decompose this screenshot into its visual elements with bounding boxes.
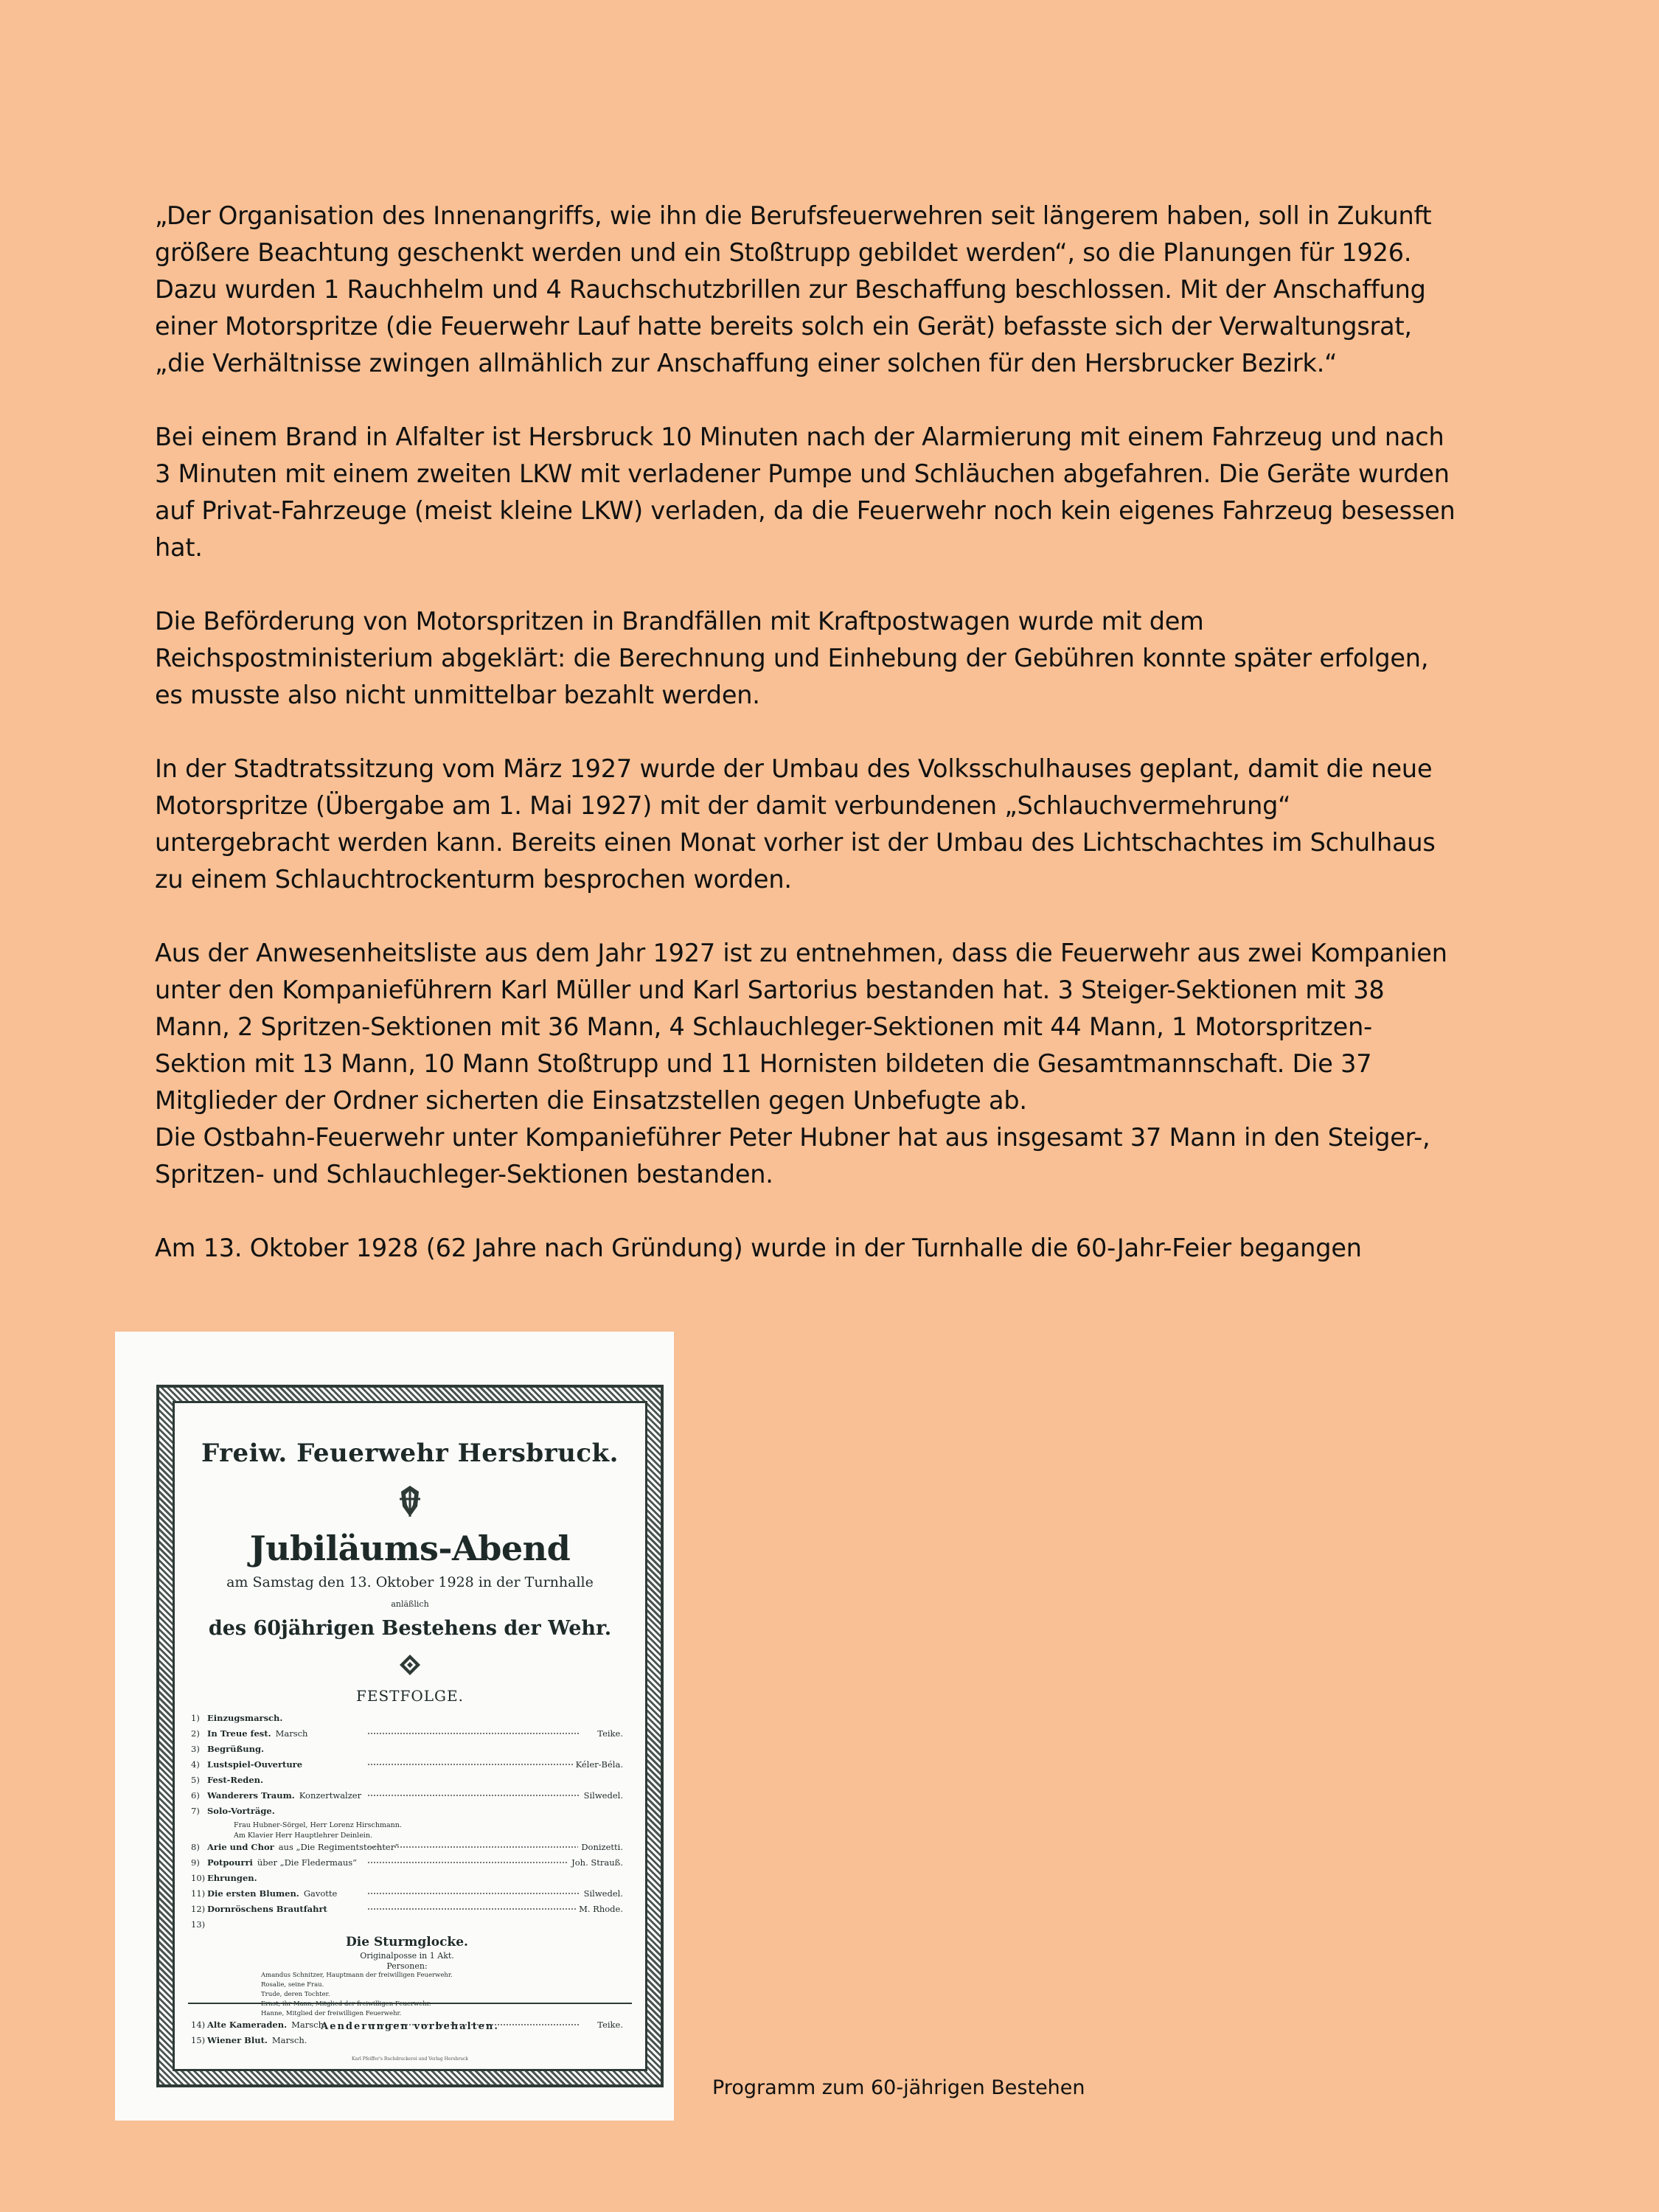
- leader-dots: [368, 1795, 579, 1796]
- fire-brigade-emblem-icon: [397, 1484, 423, 1520]
- leader-dots: [368, 1908, 579, 1910]
- text-line: auf Privat-Fahrzeuge (meist kleine LKW) verladen, da die Feuerwehr noch kein eigenes Fahrzeug besessen: [155, 496, 1455, 525]
- program-item-name: Arie und Chor: [207, 1842, 274, 1852]
- program-item-number: 3): [191, 1744, 200, 1754]
- program-item-number: 14): [191, 2020, 206, 2030]
- program-item-name: Ehrungen.: [207, 1873, 257, 1883]
- program-item-name: Begrüßung.: [207, 1744, 265, 1754]
- text-line: untergebracht werden kann. Bereits einen Monat vorher ist der Umbau des Lichtschachtes im Schulhaus: [155, 828, 1436, 857]
- program-item-name: Dornröschens Brautfahrt: [207, 1904, 327, 1914]
- program-item-number: 5): [191, 1775, 200, 1785]
- play-persons-heading: Personen:: [386, 1961, 428, 1971]
- program-item-name: Alte Kameraden.: [207, 2020, 288, 2030]
- text-line: „die Verhältnisse zwingen allmählich zur Anschaffung einer solchen für den Hersbrucker Bezirk.“: [155, 349, 1338, 378]
- flyer-program-heading: FESTFOLGE.: [355, 1687, 464, 1705]
- program-item-composer: Teike.: [594, 1728, 623, 1739]
- text-line: hat.: [155, 533, 203, 562]
- program-item: [191, 1842, 623, 1857]
- text-line: Motorspritze (Übergabe am 1. Mai 1927) mit der damit verbundenen „Schlauchvermehrung“: [155, 791, 1291, 820]
- text-line: Aus der Anwesenheitsliste aus dem Jahr 1927 ist zu entnehmen, dass die Feuerwehr aus zwei Kompanien: [155, 939, 1447, 967]
- text-line: 3 Minuten mit einem zweiten LKW mit verladener Pumpe und Schläuchen abgefahren. Die Geräte wurden: [155, 459, 1450, 488]
- program-item-composer: Silwedel.: [581, 1888, 623, 1899]
- flyer-small-line: anläßlich: [391, 1599, 429, 1609]
- program-item-name: Die ersten Blumen.: [207, 1888, 299, 1899]
- paragraph: [155, 198, 1504, 382]
- program-item: [191, 1744, 623, 1759]
- program-item-number: 7): [191, 1806, 200, 1816]
- program-item: [191, 1713, 623, 1728]
- text-line: Spritzen- und Schlauchleger-Sektionen bestanden.: [155, 1160, 773, 1189]
- text-line: Bei einem Brand in Alfalter ist Hersbruck 10 Minuten nach der Alarmierung mit einem Fahrzeug und nach: [155, 422, 1444, 451]
- program-item-number: 4): [191, 1759, 200, 1770]
- program-item-number: 12): [191, 1904, 206, 1914]
- program-item: [191, 1728, 623, 1744]
- program-item-detail: über „Die Fledermaus“: [257, 1857, 358, 1868]
- program-item-number: 1): [191, 1713, 200, 1723]
- paragraph: [155, 751, 1504, 898]
- flyer-date-line: am Samstag den 13. Oktober 1928 in der Turnhalle: [226, 1574, 594, 1590]
- play-cast-member: Trude, deren Tochter.: [261, 1991, 330, 1998]
- text-line: zu einem Schlauchtrockenturm besprochen worden.: [155, 865, 792, 894]
- flyer-divider: [188, 2003, 632, 2004]
- program-item: [191, 1806, 623, 1821]
- program-item: [191, 1790, 623, 1806]
- program-item-detail: Marsch.: [271, 2035, 307, 2045]
- program-item-name: Wiener Blut.: [207, 2035, 268, 2045]
- program-item-name: In Treue fest.: [207, 1728, 271, 1739]
- program-item: [191, 2035, 623, 2051]
- text-line: Die Ostbahn-Feuerwehr unter Kompanieführer Peter Hubner hat aus insgesamt 37 Mann in den Steiger-,: [155, 1123, 1430, 1152]
- text-line: Die Beförderung von Motorspritzen in Brandfällen mit Kraftpostwagen wurde mit dem: [155, 607, 1204, 636]
- paragraph: [155, 419, 1504, 566]
- program-item: [191, 1857, 623, 1873]
- play-title: Die Sturmglocke.: [346, 1935, 468, 1950]
- program-item-composer: Joh. Strauß.: [568, 1857, 623, 1868]
- program-item-detail: Marsch: [291, 2020, 324, 2030]
- text-line: „Der Organisation des Innenangriffs, wie ihn die Berufsfeuerwehren seit längerem haben, soll in Zukunft: [155, 201, 1432, 230]
- program-item-number: 6): [191, 1790, 200, 1801]
- program-item-name: Wanderers Traum.: [207, 1790, 295, 1801]
- diamond-ornament-icon: [399, 1654, 421, 1676]
- program-item: [191, 1873, 623, 1888]
- program-flyer-image: [115, 1332, 674, 2121]
- program-item-name: Einzugsmarsch.: [207, 1713, 283, 1723]
- paragraph: [155, 935, 1504, 1193]
- program-item: [191, 1888, 623, 1904]
- flyer-program-list: [191, 1713, 623, 2051]
- program-item: [191, 1759, 623, 1775]
- flyer-inner-panel: [173, 1401, 647, 2071]
- leader-dots: [368, 1764, 579, 1765]
- text-line: Mann, 2 Spritzen-Sektionen mit 36 Mann, 4 Schlauchleger-Sektionen mit 44 Mann, 1 Motorspritzen-: [155, 1012, 1372, 1041]
- play-cast-member: Ernst, ihr Mann, Mitglied der freiwilligen Feuerwehr.: [261, 2000, 431, 2008]
- text-line: Am 13. Oktober 1928 (62 Jahre nach Gründung) wurde in der Turnhalle die 60-Jahr-Feier begangen: [155, 1234, 1362, 1262]
- text-line: es musste also nicht unmittelbar bezahlt werden.: [155, 681, 760, 709]
- program-item-number: 10): [191, 1873, 206, 1883]
- play-cast-member: Hanne, Mitglied der freiwilligen Feuerwehr.: [261, 2010, 402, 2017]
- program-item-number: 15): [191, 2035, 206, 2045]
- play-cast-member: Amandus Schnitzer, Hauptmann der freiwilligen Feuerwehr.: [261, 1972, 453, 1979]
- play-cast-member: Rosalie, seine Frau.: [261, 1981, 324, 1989]
- leader-dots: [368, 1862, 579, 1863]
- text-line: Sektion mit 13 Mann, 10 Mann Stoßtrupp und 11 Hornisten bildeten die Gesamtmannschaft. Die 37: [155, 1049, 1372, 1078]
- text-line: In der Stadtratssitzung vom März 1927 wurde der Umbau des Volksschulhauses geplant, damit die neue: [155, 754, 1433, 783]
- program-item-number: 2): [191, 1728, 200, 1739]
- program-item: [191, 1775, 623, 1790]
- program-item-detail: Marsch: [275, 1728, 308, 1739]
- text-line: unter den Kompanieführern Karl Müller und Karl Sartorius bestanden hat. 3 Steiger-Sektionen mit 38: [155, 975, 1385, 1004]
- program-item-name: Lustspiel-Ouverture: [207, 1759, 303, 1770]
- paragraph: [155, 1230, 1504, 1267]
- program-item-composer: Silwedel.: [581, 1790, 623, 1801]
- leader-dots: [368, 1733, 579, 1734]
- program-item-number: 11): [191, 1888, 206, 1899]
- text-line: einer Motorspritze (die Feuerwehr Lauf hatte bereits solch ein Gerät) befasste sich der Verwaltungsrat,: [155, 312, 1412, 341]
- flyer-printer-line: Karl Pfeiffer's Buchdruckerei und Verlag Hersbruck: [352, 2056, 468, 2062]
- program-item-composer: Donizetti.: [578, 1842, 623, 1852]
- leader-dots: [368, 1846, 579, 1848]
- program-item-name: Solo-Vorträge.: [207, 1806, 275, 1816]
- text-line: Reichspostministerium abgeklärt: die Berechnung und Einhebung der Gebühren konnte später erfolgen,: [155, 644, 1429, 672]
- program-item-number: 9): [191, 1857, 200, 1868]
- program-item: [191, 1904, 623, 1919]
- program-item-composer: Teike.: [594, 2020, 623, 2030]
- leader-dots: [368, 1893, 579, 1894]
- flyer-footer: Aenderungen vorbehalten.: [321, 2021, 499, 2032]
- paragraph: [155, 603, 1504, 714]
- program-item-detail: Gavotte: [303, 1888, 338, 1899]
- text-line: Dazu wurden 1 Rauchhelm und 4 Rauchschutzbrillen zur Beschaffung beschlossen. Mit der Anschaffung: [155, 275, 1426, 304]
- article-text: [155, 198, 1504, 1304]
- program-item-composer: M. Rhode.: [576, 1904, 623, 1914]
- program-item-detail: aus „Die Regimentstochter“: [278, 1842, 400, 1852]
- program-item-number: 8): [191, 1842, 200, 1852]
- text-line: größere Beachtung geschenkt werden und ein Stoßtrupp gebildet werden“, so die Planungen für 1926.: [155, 238, 1412, 267]
- flyer-occasion: des 60jährigen Bestehens der Wehr.: [208, 1617, 612, 1640]
- solo-performers-note: Am Klavier Herr Hauptlehrer Deinlein.: [234, 1832, 372, 1840]
- program-item-name: Potpourri: [207, 1857, 253, 1868]
- program-item: [191, 1919, 623, 1935]
- image-caption: Programm zum 60-jährigen Bestehen: [712, 2076, 1085, 2099]
- program-item-name: Fest-Reden.: [207, 1775, 264, 1785]
- flyer-organization: Freiw. Feuerwehr Hersbruck.: [201, 1439, 619, 1468]
- text-line: Mitglieder der Ordner sicherten die Einsatzstellen gegen Unbefugte ab.: [155, 1086, 1027, 1115]
- flyer-title: Jubiläums-Abend: [249, 1528, 571, 1568]
- play-subtitle: Originalposse in 1 Akt.: [360, 1951, 454, 1961]
- program-item-number: 13): [191, 1919, 206, 1930]
- program-item-composer: Kéler-Béla.: [573, 1759, 623, 1770]
- flyer-ornamental-border: [156, 1385, 664, 2087]
- program-item-detail: Konzertwalzer: [299, 1790, 362, 1801]
- solo-performers-note: Frau Hubner-Sörgel, Herr Lorenz Hirschmann.: [234, 1821, 402, 1829]
